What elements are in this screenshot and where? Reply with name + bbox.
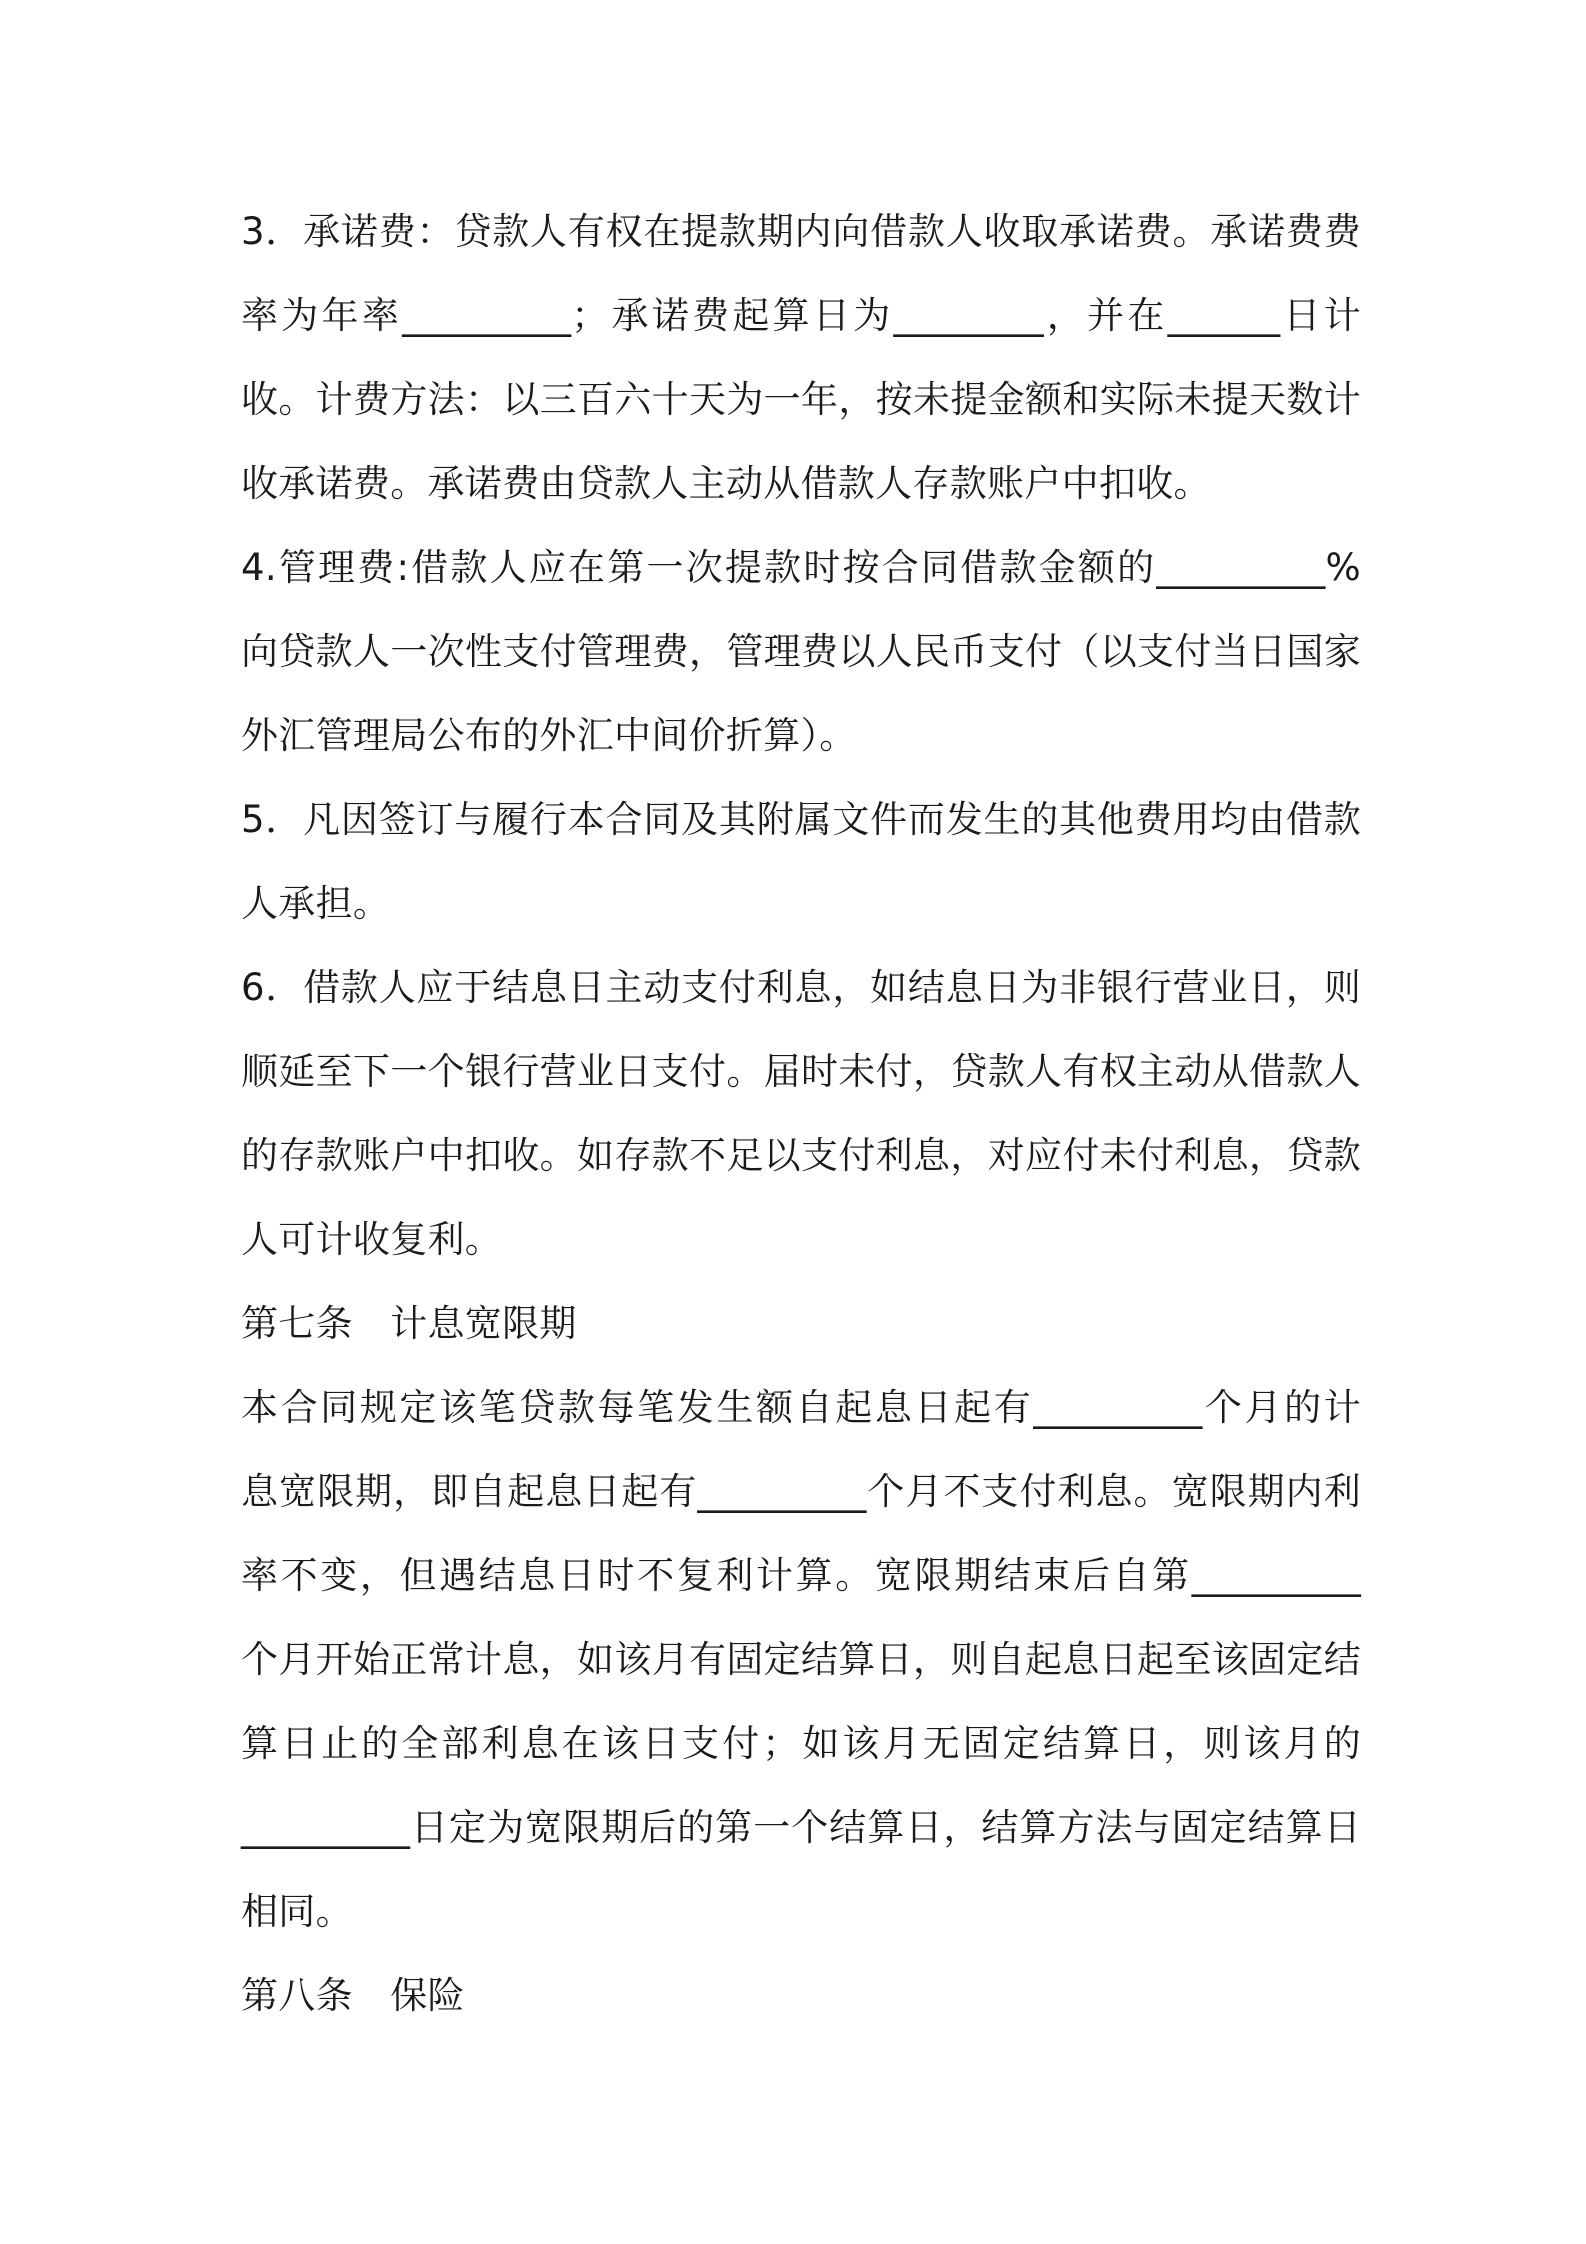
clause-6-line-2: 顺延至下一个银行营业日支付。届时未付，贷款人有权主动从借款人	[241, 1050, 1361, 1093]
article-7-line-7: 相同。	[241, 1890, 353, 1933]
clause-3-line-1: 3．承诺费：贷款人有权在提款期内向借款人收取承诺费。承诺费费	[241, 210, 1361, 253]
clause-3-line-3: 收。计费方法：以三百六十天为一年，按未提金额和实际未提天数计	[241, 378, 1361, 421]
clause-3-line-2: 率为年率_________；承诺费起算日为________，并在______日计	[241, 294, 1361, 337]
clause-3-line-4: 收承诺费。承诺费由贷款人主动从借款人存款账户中扣收。	[241, 462, 1211, 505]
article-7-line-6: _________日定为宽限期后的第一个结算日，结算方法与固定结算日	[241, 1806, 1361, 1849]
document-body	[241, 190, 1361, 2038]
clause-5-line-1: 5．凡因签订与履行本合同及其附属文件而发生的其他费用均由借款	[241, 798, 1361, 841]
clause-4-line-1: 4.管理费:借款人应在第一次提款时按合同借款金额的_________%	[241, 546, 1361, 589]
article-7-line-2: 息宽限期，即自起息日起有_________个月不支付利息。宽限期内利	[241, 1470, 1361, 1513]
clause-4-line-2: 向贷款人一次性支付管理费，管理费以人民币支付（以支付当日国家	[241, 630, 1361, 673]
clause-4-line-3: 外汇管理局公布的外汇中间价折算）。	[241, 714, 857, 757]
clause-5-line-2: 人承担。	[241, 882, 391, 925]
clause-6-line-3: 的存款账户中扣收。如存款不足以支付利息，对应付未付利息，贷款	[241, 1134, 1361, 1177]
article-7-line-4: 个月开始正常计息，如该月有固定结算日，则自起息日起至该固定结	[241, 1638, 1361, 1681]
article-7-line-5: 算日止的全部利息在该日支付；如该月无固定结算日，则该月的	[241, 1722, 1361, 1765]
clause-6-line-1: 6．借款人应于结息日主动支付利息，如结息日为非银行营业日，则	[241, 966, 1361, 1009]
article-7-heading: 第七条 计息宽限期	[241, 1302, 577, 1345]
article-7-line-3: 率不变，但遇结息日时不复利计算。宽限期结束后自第_________	[241, 1554, 1361, 1597]
article-7-line-1: 本合同规定该笔贷款每笔发生额自起息日起有_________个月的计	[241, 1386, 1361, 1429]
article-8-heading: 第八条 保险	[241, 1974, 465, 2017]
clause-6-line-4: 人可计收复利。	[241, 1218, 503, 1261]
